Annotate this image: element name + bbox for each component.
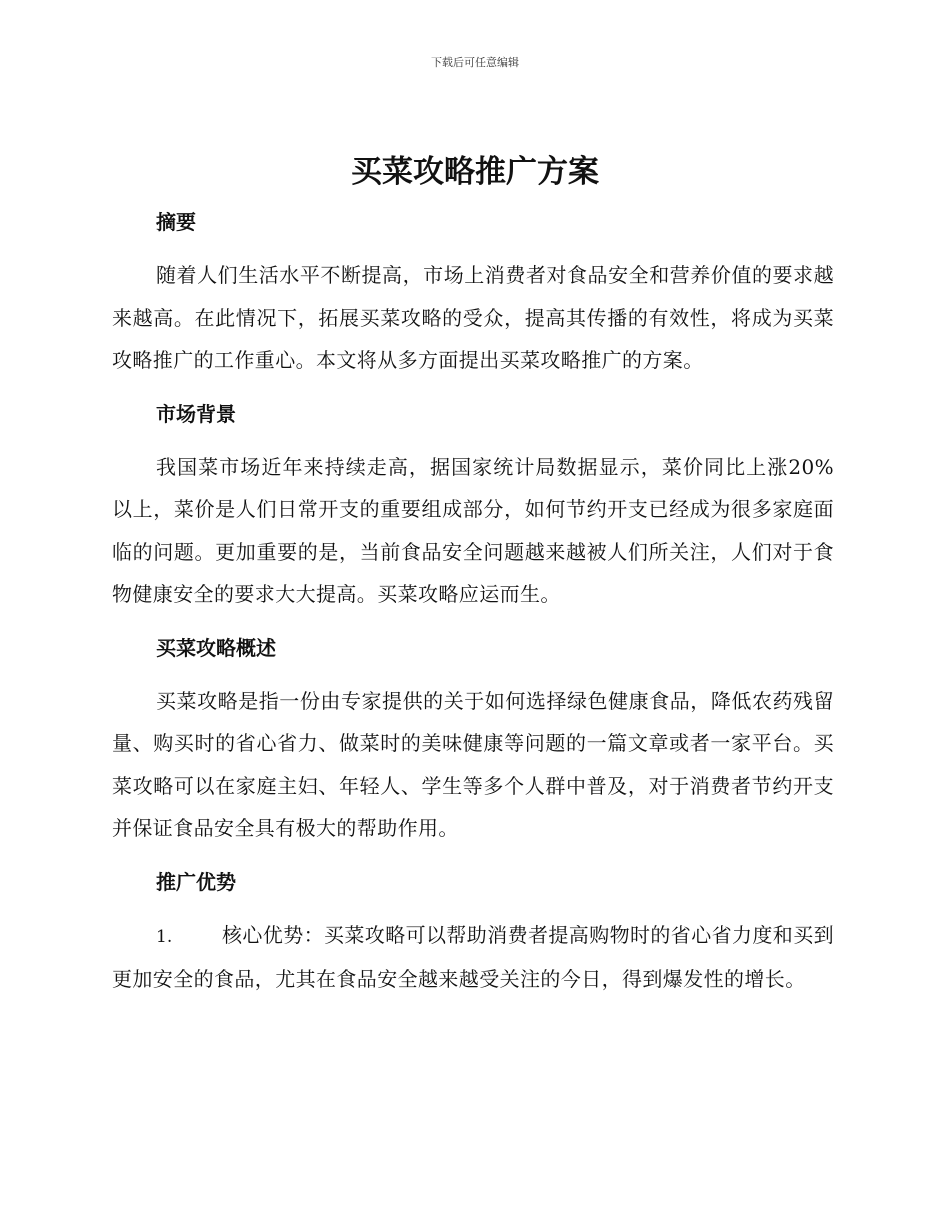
section-heading-background: 市场背景 xyxy=(156,401,236,426)
list-item-number: 1. xyxy=(156,926,173,947)
section-heading-advantages: 推广优势 xyxy=(156,869,236,894)
list-item-advantage-1 xyxy=(112,914,834,1001)
section-heading-overview: 买菜攻略概述 xyxy=(156,635,276,660)
paragraph-overview: 买菜攻略是指一份由专家提供的关于如何选择绿色健康食品，降低农药残留量、购买时的省心省力、做菜时的美味健康等问题的一篇文章或者一家平台。买菜攻略可以在家庭主妇、年轻人、学生等多个人群中普及，对于消费者节约开支并保证食品安全具有极大的帮助作用。 xyxy=(112,688,834,840)
list-item-text: 核心优势：买菜攻略可以帮助消费者提高购物时的省心省力度和买到更加安全的食品，尤其在食品安全越来越受关注的今日，得到爆发性的增长。 xyxy=(112,922,834,991)
page-header-note: 下载后可任意编辑 xyxy=(431,56,519,69)
document-body xyxy=(112,200,834,1001)
paragraph-abstract: 随着人们生活水平不断提高，市场上消费者对食品安全和营养价值的要求越来越高。在此情况下，拓展买菜攻略的受众，提高其传播的有效性，将成为买菜攻略推广的工作重心。本文将从多方面提出买菜攻略推广的方案。 xyxy=(112,263,834,372)
paragraph-background: 我国菜市场近年来持续走高，据国家统计局数据显示，菜价同比上涨20%以上，菜价是人们日常开支的重要组成部分，如何节约开支已经成为很多家庭面临的问题。更加重要的是，当前食品安全问题越来越被人们所关注，人们对于食物健康安全的要求大大提高。买菜攻略应运而生。 xyxy=(112,454,834,606)
document-title: 买菜攻略推广方案 xyxy=(351,154,599,190)
section-heading-abstract: 摘要 xyxy=(156,210,196,234)
